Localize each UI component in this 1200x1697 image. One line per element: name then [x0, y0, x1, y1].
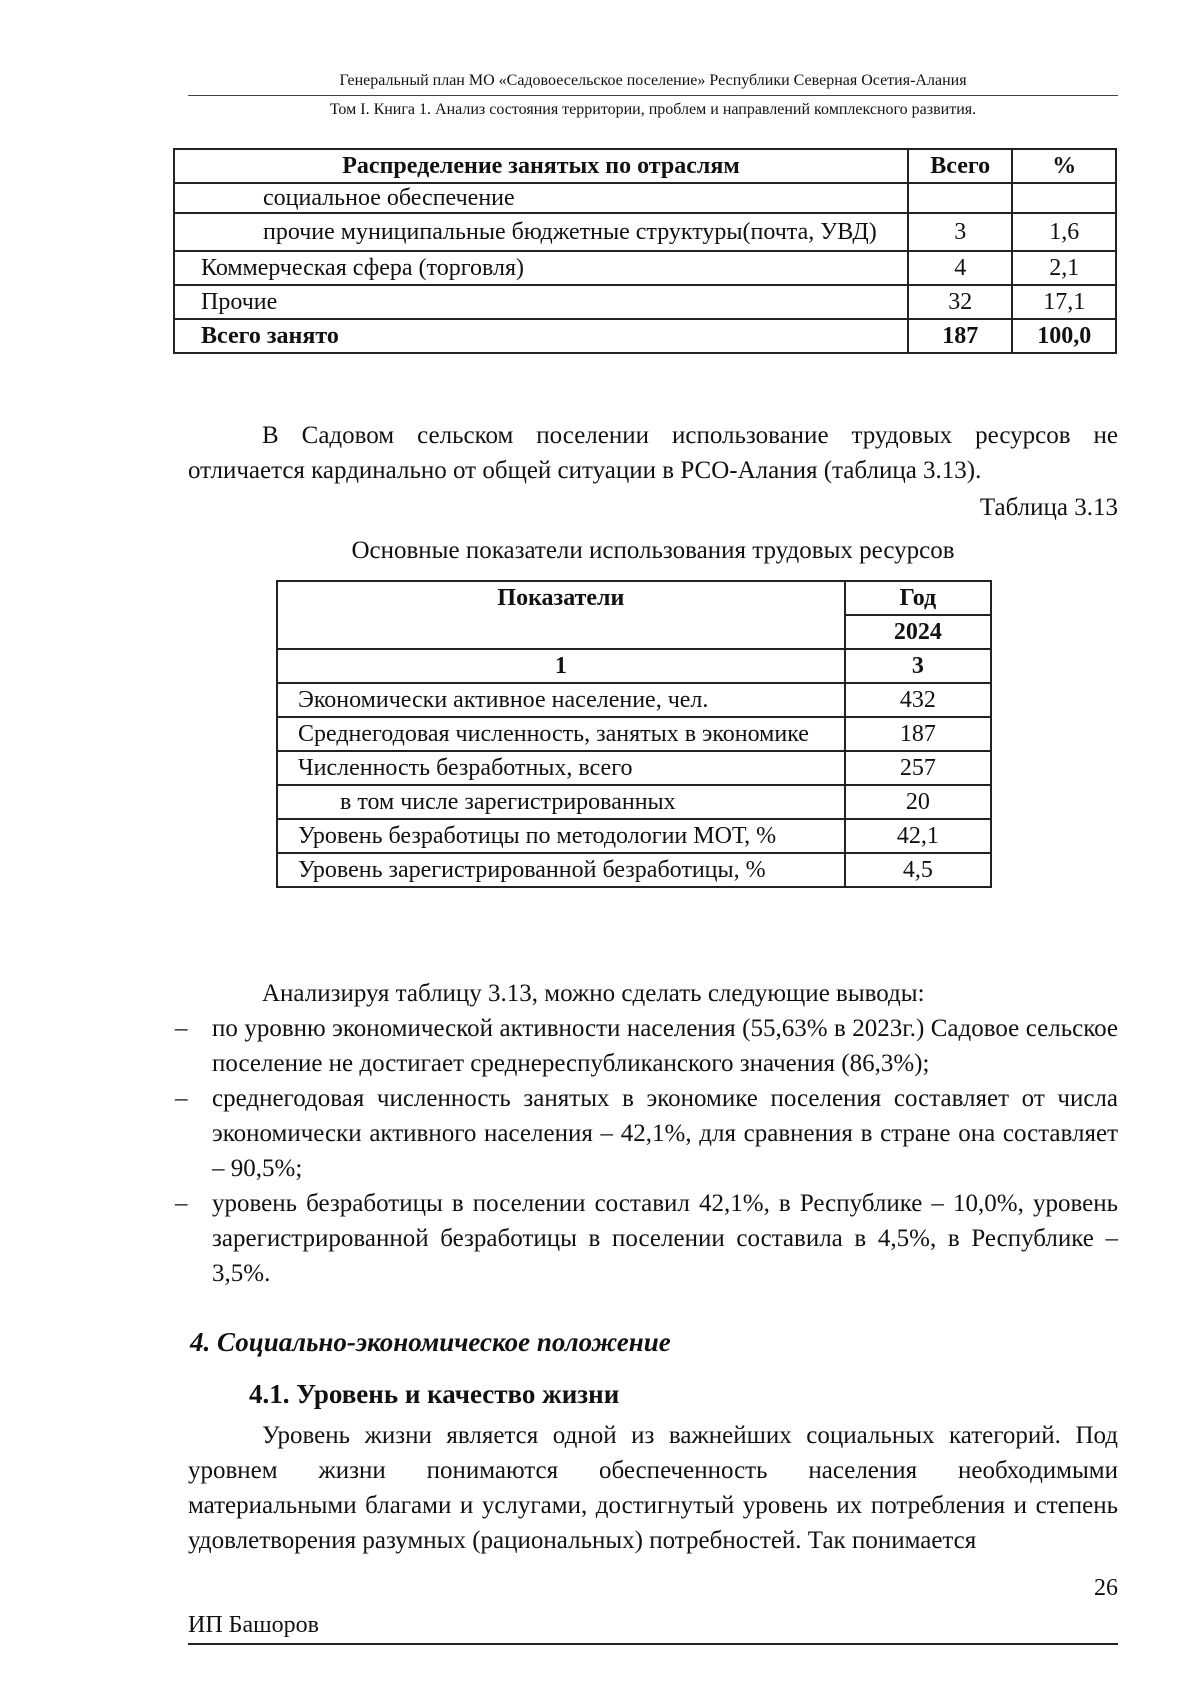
table-total-row [174, 319, 1116, 353]
indicator-value: 257 [845, 751, 991, 785]
column-header-total: Всего [908, 149, 1013, 183]
table-row [174, 285, 1116, 319]
list-item [175, 1186, 1118, 1291]
section-heading: 4. Социально-экономическое положение [190, 1327, 671, 1357]
indicator-label: Уровень безработицы по методологии МОТ, % [277, 819, 845, 853]
running-header-subtitle: Том I. Книга 1. Анализ состояния территории, проблем и направлений комплексного развития. [329, 101, 977, 118]
indicator-label: Экономически активное население, чел. [277, 683, 845, 717]
conclusions-list [175, 1011, 1118, 1291]
table-row [174, 251, 1116, 285]
indicator-label: Численность безработных, всего [277, 751, 845, 785]
table-column-number-row [277, 649, 991, 683]
row-label: Всего занято [174, 319, 908, 353]
column-header-year: Год [845, 581, 991, 615]
list-item-text: уровень безработицы в поселении составил 42,1%, в Республике – 10,0%, уровень зарегистрированной безработицы в поселении составила в 4,5%, в Республике – 3,5%. [212, 1190, 1118, 1287]
indicator-value: 187 [845, 717, 991, 751]
column-header-percent: % [1012, 149, 1116, 183]
indicator-label: Уровень зарегистрированной безработицы, % [277, 853, 845, 887]
row-total: 4 [908, 251, 1013, 285]
labor-indicators-table [276, 580, 992, 888]
table-row [174, 213, 1116, 251]
list-item [175, 1081, 1118, 1186]
list-item-text: по уровню экономической активности населения (55,63% в 2023г.) Садовое сельское поселение не достигает среднереспубликанского значения (86,3%); [212, 1015, 1118, 1077]
table-title-caption: Основные показатели использования трудовых ресурсов [351, 537, 955, 564]
indicator-label: в том числе зарегистрированных [277, 785, 845, 819]
list-item [175, 1011, 1118, 1081]
row-label: прочие муниципальные бюджетные структуры(почта, УВД) [174, 213, 908, 251]
subsection-heading: 4.1. Уровень и качество жизни [249, 1379, 620, 1409]
table-number-caption: Таблица 3.13 [979, 494, 1118, 521]
employment-by-sector-table [173, 148, 1117, 354]
row-percent: 100,0 [1012, 319, 1116, 353]
row-total [908, 183, 1013, 213]
footer-divider [188, 1643, 1118, 1645]
bullet-dash: – [175, 1015, 188, 1042]
row-total: 3 [908, 213, 1013, 251]
row-label: Коммерческая сфера (торговля) [174, 251, 908, 285]
column-header-indicators: Показатели [277, 581, 845, 649]
row-percent [1012, 183, 1116, 213]
indicator-value: 432 [845, 683, 991, 717]
table-row [174, 183, 1116, 213]
row-total: 187 [908, 319, 1013, 353]
bullet-dash: – [175, 1085, 188, 1112]
table-header-row [277, 581, 991, 615]
header-divider [188, 95, 1118, 96]
row-percent: 1,6 [1012, 213, 1116, 251]
row-label: социальное обеспечение [174, 183, 908, 213]
column-header-sector: Распределение занятых по отраслям [174, 149, 908, 183]
page-number: 26 [1094, 1575, 1118, 1601]
paragraph-labor-resources: В Садовом сельском поселении использование трудовых ресурсов не отличается кардинально от общей ситуации в РСО-Алания (таблица 3.13). [188, 422, 1118, 484]
table-row [277, 717, 991, 751]
column-number: 1 [277, 649, 845, 683]
list-item-text: среднегодовая численность занятых в экономике поселения составляет от числа экономически активного населения – 42,1%, для сравнения в стране она составляет – 90,5%; [212, 1085, 1118, 1182]
paragraph-living-standard: Уровень жизни является одной из важнейших социальных категорий. Под уровнем жизни понимаются обеспеченность населения необходимыми материальными благами и услугами, достигнутый уровень их потребления и степень удовлетворения разумных (рациональных) потребностей. Так понимается [188, 1422, 1118, 1554]
table-row [277, 853, 991, 887]
table-header-row [174, 149, 1116, 183]
indicator-value: 4,5 [845, 853, 991, 887]
footer-author: ИП Башоров [188, 1612, 319, 1638]
row-total: 32 [908, 285, 1013, 319]
row-percent: 17,1 [1012, 285, 1116, 319]
indicator-label: Среднегодовая численность, занятых в экономике [277, 717, 845, 751]
table-row [277, 785, 991, 819]
running-header-title: Генеральный план МО «Садовоесельское поселение» Республики Северная Осетия-Алания [339, 72, 967, 89]
column-header-year-value: 2024 [845, 615, 991, 649]
bullet-dash: – [175, 1190, 188, 1217]
indicator-value: 20 [845, 785, 991, 819]
analysis-intro: Анализируя таблицу 3.13, можно сделать следующие выводы: [262, 980, 925, 1007]
table-row [277, 751, 991, 785]
table-row [277, 819, 991, 853]
row-percent: 2,1 [1012, 251, 1116, 285]
column-number: 3 [845, 649, 991, 683]
row-label: Прочие [174, 285, 908, 319]
indicator-value: 42,1 [845, 819, 991, 853]
table-row [277, 683, 991, 717]
